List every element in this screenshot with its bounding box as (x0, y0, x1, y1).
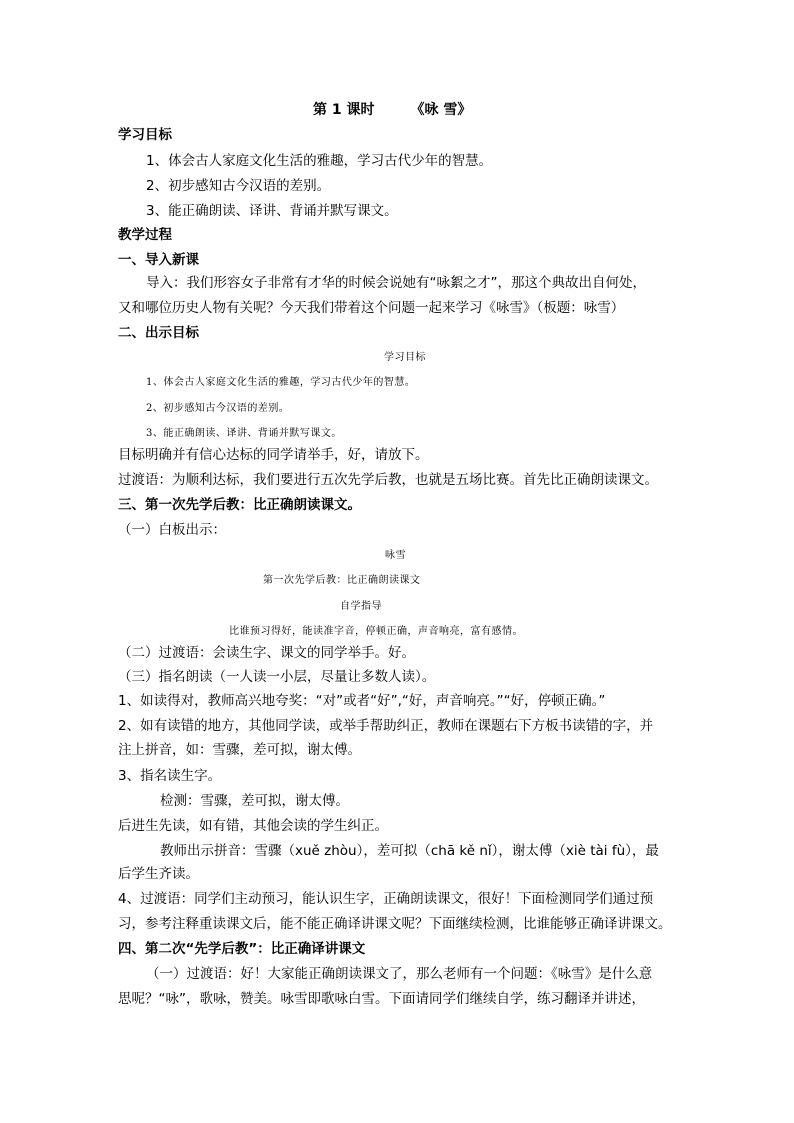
board2-guide: 自学指导 (340, 601, 382, 612)
goals-heading: 学习目标 (118, 127, 172, 143)
pinyin-line-1: 教师出示拼音：雪骤（xuě zhòu），差可拟（chā kě nǐ），谢太傅（xiè tài fù），最 (160, 843, 659, 859)
goal-2: 2、初步感知古今汉语的差别。 (146, 178, 331, 194)
board2-subtitle: 第一次先学后教：比正确朗读课文 (263, 575, 421, 586)
item-4-line-1: 4、过渡语：同学们主动预习，能认识生字，正确朗读课文，很好！下面检测同学们通过预 (118, 891, 654, 907)
first-round-sub-1: （一）白板出示： (118, 522, 226, 538)
item-2-line-1: 2、如有读错的地方，其他同学读，或举手帮助纠正，教师在课题右下方板书读错的字，并 (118, 718, 654, 734)
later-line: 后进生先读，如有错，其他会读的学生纠正。 (118, 818, 388, 834)
first-round-sub-3: （三）指名朗读（一人读一小层，尽量让多数人读）。 (118, 669, 436, 685)
board-goals-title: 学习目标 (384, 352, 426, 363)
intro-line-2: 又和哪位历史人物有关呢？今天我们带着这个问题一起来学习《咏雪》（板题：咏雪） (118, 300, 625, 316)
second-round-heading: 四、第二次“先学后教”：比正确译讲课文 (118, 941, 366, 957)
goals-transition-line: 过渡语：为顺利达标，我们要进行五次先学后教，也就是五场比赛。首先比正确朗读课文。 (118, 472, 658, 488)
process-heading: 教学过程 (118, 227, 172, 243)
show-goals-heading: 二、出示目标 (118, 325, 199, 341)
item-1: 1、如读得对，教师高兴地夸奖：“对”或者“好”,“好，声音响亮。”“好，停顿正确。” (118, 693, 606, 709)
goals-confirm-line: 目标明确并有信心达标的同学请举手，好，请放下。 (118, 447, 429, 463)
goal-1: 1、体会古人家庭文化生活的雅趣，学习古代少年的智慧。 (146, 153, 493, 169)
page-title (0, 100, 794, 120)
board2-title: 咏雪 (385, 550, 406, 561)
intro-line-1: 导入：我们形容女子非常有才华的时候会说她有“咏絮之才”，那这个典故出自何处， (146, 275, 646, 291)
lesson-name: 《咏 雪》 (410, 102, 472, 118)
item-4-line-2: 习，参考注释重读课文后，能不能正确译讲课文呢？下面继续检测，比谁能够正确译讲课文。 (118, 916, 672, 932)
lesson-number: 第 1 课时 (313, 102, 375, 118)
first-round-sub-2: （二）过渡语：会读生字、课文的同学举手。好。 (118, 645, 415, 661)
check-line: 检测：雪骤，差可拟，谢太傅。 (160, 793, 349, 809)
first-round-heading: 三、第一次先学后教：比正确朗读课文。 (118, 497, 361, 513)
board-goal-3: 3、能正确朗读、译讲、背诵并默写课文。 (146, 428, 342, 439)
item-2-line-2: 注上拼音，如：雪骤，差可拟，谢太傅。 (118, 742, 361, 758)
second-round-line-2: 思呢？“咏”，歌咏，赞美。咏雪即歌咏白雪。下面请同学们继续自学，练习翻译并讲述， (118, 991, 645, 1007)
intro-heading: 一、导入新课 (118, 252, 199, 268)
board-goal-1: 1、体会古人家庭文化生活的雅趣，学习古代少年的智慧。 (146, 377, 416, 388)
board-goal-2: 2、初步感知古今汉语的差别。 (146, 403, 290, 414)
goal-3: 3、能正确朗读、译讲、背诵并默写课文。 (146, 203, 398, 219)
board2-text: 比谁预习得好，能读准字音，停顿正确，声音响亮，富有感情。 (229, 626, 523, 637)
second-round-line-1: （一）过渡语：好！大家能正确朗读课文了，那么老师有一个问题：《咏雪》是什么意 (146, 966, 653, 982)
pinyin-line-2: 后学生齐读。 (118, 866, 199, 882)
item-3: 3、指名读生字。 (118, 768, 222, 784)
